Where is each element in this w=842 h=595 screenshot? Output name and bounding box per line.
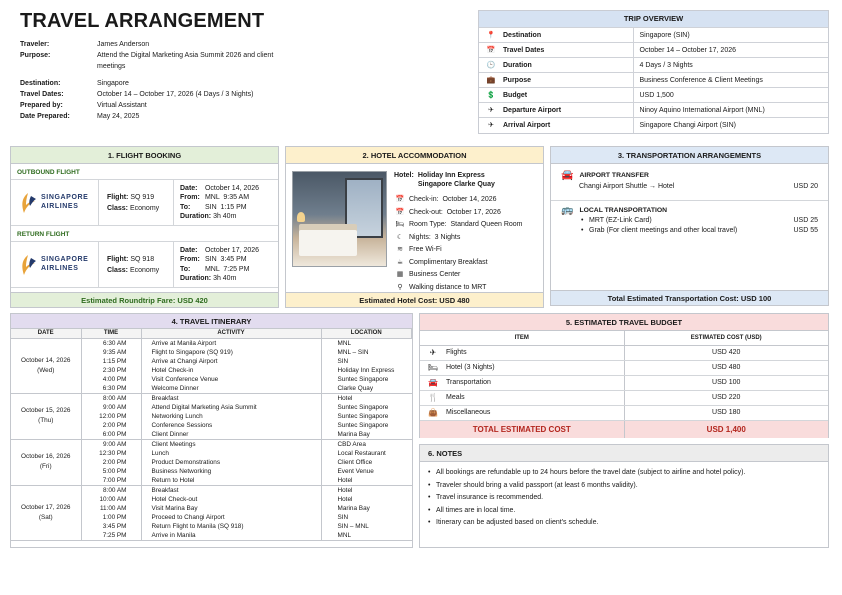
duration-label: Duration: [180,213,212,220]
itinerary-activity: Proceed to Changi Airport [141,513,321,522]
itinerary-activity: Hotel Check-in [141,366,321,375]
plane-icon: ✈ [420,345,446,360]
info-key: Date Prepared: [20,113,70,120]
flight-date: October 17, 2026 [204,246,260,254]
budget-total-label: TOTAL ESTIMATED COST [420,420,624,438]
itinerary-location: SIN – MNL [337,522,369,530]
overview-key: Travel Dates [503,43,633,58]
overview-value: USD 1,500 [633,88,828,103]
wifi-icon: ≋ [397,246,403,253]
bed-icon: 🛏 [420,360,446,375]
info-value: James Anderson [97,41,150,48]
info-value: October 14 – October 17, 2026 (4 Days / 3 Nights) [97,91,254,98]
hotel-amenity-text: Check-out: October 17, 2026 [409,208,501,216]
flight-from: SIN 3:45 PM [204,256,247,263]
itinerary-activity: Product Demonstrations [141,458,321,467]
airline-name-line1: SINGAPORE [41,256,89,263]
bag-icon: 👜 [420,405,446,420]
info-value: Virtual Assistant [97,102,147,109]
itinerary-time: 8:00 AM [81,485,141,495]
itinerary-activity: Return Flight to Manila (SQ 918) [141,522,321,531]
overview-row [479,43,828,58]
overview-value: Singapore Changi Airport (SIN) [633,118,828,133]
arrival-plane-icon: ✈ [479,118,503,133]
hotel-amenity [394,232,542,245]
overview-row [479,103,828,118]
itinerary-time: 1:00 PM [81,513,141,522]
itinerary-row [11,439,412,449]
itinerary-activity: Conference Sessions [141,421,321,430]
itinerary-location: MNL – SIN [337,348,369,356]
info-key: Prepared by: [20,102,63,109]
budget-row [420,345,828,360]
transport-title: 3. TRANSPORTATION ARRANGEMENTS [551,147,828,164]
trip-overview-title: TRIP OVERVIEW [479,11,828,27]
itinerary-time: 6:00 PM [81,430,141,440]
hotel-amenity-text: Business Center [409,271,461,278]
overview-value: October 14 – October 17, 2026 [633,43,828,58]
airport-transfer-cost: USD 20 [793,183,818,190]
flight-fare-total: Estimated Roundtrip Fare: USD 420 [11,292,278,307]
itinerary-location: SIN [337,357,349,365]
trip-overview [478,10,829,134]
itinerary-date-text: October 16, 2026 [21,453,71,460]
itinerary-header: DATE [11,329,81,338]
page-title: TRAVEL ARRANGEMENT [20,10,265,32]
local-transport-item: • MRT (EZ-Link Card) USD 25 [561,216,818,226]
overview-key: Duration [503,58,633,73]
itinerary-location: Hotel [337,486,353,494]
hotel-name: Holiday Inn Express Singapore Clarke Quay [417,172,495,188]
notes-panel [419,444,829,548]
budget-cost: USD 100 [624,375,828,390]
itinerary-time: 7:25 PM [81,531,141,541]
itinerary-location: CBD Area [337,440,366,448]
calendar-icon: 📅 [395,196,405,203]
class-label: Class: [107,204,129,212]
outbound-flight-row [11,179,278,226]
overview-row [479,58,828,73]
itinerary-location: Hotel [337,495,353,503]
itinerary-weekday: (Wed) [37,366,55,374]
itinerary-time: 6:30 AM [81,338,141,348]
budget-item: Transportation [446,375,624,390]
flight-booking-panel [10,146,279,308]
flight-number-label: Flight: [107,255,129,263]
itinerary-location: Hotel [337,394,353,402]
budget-cost: USD 220 [624,390,828,405]
return-label: RETURN FLIGHT [17,231,70,238]
itinerary-header: LOCATION [321,329,412,338]
traveler-info [20,39,300,122]
local-transport-item: • Grab (For client meetings and other local travel) USD 55 [561,226,818,236]
itinerary-location: Clarke Quay [321,384,412,394]
overview-value: Business Conference & Client Meetings [633,73,828,88]
overview-row [479,73,828,88]
itinerary-date [11,485,81,540]
hotel-room-image [292,171,387,267]
info-row [20,100,300,111]
clock-icon: 🕒 [479,58,503,73]
itinerary-date-text: October 14, 2026 [21,356,71,364]
budget-row [420,360,828,375]
airport-transfer-section [551,164,828,192]
transport-panel [550,146,829,306]
itinerary-header: TIME [81,329,141,338]
info-key: Destination: [20,80,61,87]
itinerary-location: Local Restaurant [337,449,386,457]
airline-logo [11,180,99,225]
overview-key: Purpose [503,73,633,88]
itinerary-time: 1:15 PM [81,357,141,366]
itinerary-time: 9:00 AM [81,439,141,449]
itinerary-activity: Business Networking [141,467,321,476]
budget-item: Miscellaneous [446,405,624,420]
overview-value: 4 Days / 3 Nights [633,58,828,73]
overview-key: Destination [503,28,633,43]
class-label: Class: [107,266,129,274]
duration-label: Duration: [180,275,212,282]
itinerary-weekday: (Fri) [39,463,52,470]
flight-date: October 14, 2026 [204,184,260,192]
hotel-amenity-text: Room Type: Standard Queen Room [409,221,523,228]
itinerary-activity: Networking Lunch [141,412,321,421]
itinerary-time: 2:30 PM [81,366,141,375]
budget-table [420,331,828,438]
itinerary-activity: Welcome Dinner [141,384,321,394]
overview-row [479,118,828,133]
hotel-amenity [394,269,542,282]
hotel-amenity [394,244,542,257]
itinerary-time: 5:00 PM [81,467,141,476]
hotel-title: 2. HOTEL ACCOMMODATION [286,147,543,164]
itinerary-activity: Visit Conference Venue [141,375,321,384]
itinerary-time: 12:00 PM [81,412,141,421]
info-key: Travel Dates: [20,91,64,98]
flight-to: MNL 7:25 PM [204,265,250,273]
note-item: • All bookings are refundable up to 24 hours before the travel date (subject to airline and hotel policy). [436,468,818,479]
bed-icon: 🛏 [395,221,405,228]
itinerary-time: 8:00 AM [81,393,141,403]
itinerary-location: Suntec Singapore [337,375,389,383]
flight-duration: 3h 40m [213,213,237,220]
budget-cost: USD 420 [624,345,828,360]
itinerary-location: SIN [337,513,349,521]
note-item: • Travel insurance is recommended. [436,493,818,504]
from-label: From: [180,194,200,201]
dollar-icon: 💲 [479,88,503,103]
info-value: Attend the Digital Marketing Asia Summit 2026 and client meetings [97,52,274,70]
hotel-details [394,171,542,294]
budget-cost: USD 180 [624,405,828,420]
utensils-icon: 🍴 [420,390,446,405]
itinerary-time: 12:30 PM [81,449,141,458]
car-icon: 🚘 [420,375,446,390]
location-icon: ⚲ [397,283,403,291]
itinerary-location: MNL [321,531,412,541]
hotel-cost-total: Estimated Hotel Cost: USD 480 [286,292,543,307]
itinerary-location: Client Office [337,458,373,466]
airline-logo [11,242,99,287]
info-row [20,89,300,100]
itinerary-header: ACTIVITY [141,329,321,338]
budget-row [420,405,828,420]
hotel-amenity-text: Nights: 3 Nights [409,233,461,241]
itinerary-activity: Client Dinner [141,430,321,440]
itinerary-activity: Return to Hotel [141,476,321,486]
overview-value: Ninoy Aquino International Airport (MNL) [633,103,828,118]
outbound-flight-details [99,180,174,225]
hotel-amenity [394,219,542,232]
itinerary-date [11,338,81,393]
budget-item: Meals [446,390,624,405]
itinerary-location: Suntec Singapore [337,421,389,429]
map-pin-icon: 📍 [479,28,503,43]
itinerary-row [11,485,412,495]
itinerary-activity: Lunch [141,449,321,458]
business-center-icon: ▦ [396,271,404,278]
itinerary-location: Suntec Singapore [337,403,389,411]
airport-transfer-title: AIRPORT TRANSFER [579,172,649,179]
itinerary-weekday: (Thu) [38,417,54,424]
itinerary-activity: Breakfast [141,393,321,403]
hotel-amenity [394,194,542,207]
itinerary-row [11,338,412,348]
itinerary-activity: Arrive at Changi Airport [141,357,321,366]
itinerary-time: 7:00 PM [81,476,141,486]
flight-class: Economy [129,266,160,274]
itinerary-time: 3:45 PM [81,522,141,531]
return-flight-details [99,242,174,287]
hotel-amenity [394,257,542,270]
itinerary-location: MNL [337,339,351,347]
overview-row [479,28,828,43]
itinerary-time: 6:30 PM [81,384,141,394]
budget-item: Flights [446,345,624,360]
airline-name-line2: AIRLINES [41,264,79,272]
itinerary-time: 10:00 AM [81,495,141,504]
flight-booking-title: 1. FLIGHT BOOKING [11,147,278,164]
airline-name-line2: AIRLINES [41,202,79,210]
hotel-name-label: Hotel: [394,172,414,179]
flight-number-label: Flight: [107,193,129,201]
budget-row [420,375,828,390]
overview-row [479,88,828,103]
budget-header-item: ITEM [420,331,624,345]
itinerary-location: Suntec Singapore [337,412,389,420]
info-row [20,39,300,50]
itinerary-activity: Breakfast [141,485,321,495]
flight-number: SQ 919 [130,193,155,201]
hotel-panel [285,146,544,308]
notes-title: 6. NOTES [420,445,828,462]
overview-key: Arrival Airport [503,118,633,133]
transport-cost-total: Total Estimated Transportation Cost: USD 100 [551,290,828,305]
info-key: Purpose: [20,52,51,59]
itinerary-time: 9:35 AM [81,348,141,357]
trip-overview-table [479,27,828,133]
budget-cost: USD 480 [624,360,828,375]
overview-value: Singapore (SIN) [633,28,828,43]
date-label: Date: [180,184,198,192]
date-label: Date: [180,246,198,254]
budget-title: 5. ESTIMATED TRAVEL BUDGET [420,314,828,331]
flight-from: MNL 9:35 AM [204,194,250,201]
breakfast-icon: ☕ [396,258,404,266]
itinerary-activity: Visit Marina Bay [141,504,321,513]
itinerary-weekday: (Sat) [38,513,53,521]
local-transport-section [551,203,828,236]
calendar-icon: 📅 [479,43,503,58]
info-row [20,111,300,122]
to-label: To: [180,203,191,211]
itinerary-row [11,393,412,403]
note-item: • Itinerary can be adjusted based on client's schedule. [436,518,818,529]
itinerary-date-text: October 15, 2026 [21,407,71,414]
singapore-airlines-bird-icon [19,192,37,214]
local-transport-cost: USD 55 [793,227,818,234]
itinerary-date-text: October 17, 2026 [21,503,71,511]
budget-total-row [420,420,828,438]
outbound-label: OUTBOUND FLIGHT [17,169,80,176]
calendar-icon: 📅 [395,208,405,216]
info-value: Singapore [97,80,129,87]
itinerary-title: 4. TRAVEL ITINERARY [11,314,412,329]
outbound-flight-schedule [174,180,278,225]
airline-name-line1: SINGAPORE [41,194,89,201]
itinerary-activity: Attend Digital Marketing Asia Summit [141,403,321,412]
itinerary-location: Marina Bay [321,430,412,440]
from-label: From: [180,256,200,263]
itinerary-activity: Arrive in Manila [141,531,321,541]
bus-icon: 🚌 [561,205,574,216]
notes-list [420,462,828,529]
budget-panel [419,313,829,438]
flight-class: Economy [129,204,160,212]
itinerary-location: Hotel [321,476,412,486]
to-label: To: [180,265,191,273]
overview-key: Departure Airport [503,103,633,118]
car-icon: 🚘 [561,170,574,181]
airport-transfer-item: Changi Airport Shuttle → Hotel [579,183,675,190]
itinerary-time: 2:00 PM [81,421,141,430]
info-row [20,50,300,72]
itinerary-location: Holiday Inn Express [337,366,395,374]
itinerary-time: 4:00 PM [81,375,141,384]
info-key: Traveler: [20,41,50,48]
itinerary-time: 2:00 PM [81,458,141,467]
note-item: • All times are in local time. [436,506,818,517]
budget-total-value: USD 1,400 [624,420,828,438]
itinerary-activity: Client Meetings [141,439,321,449]
hotel-amenity-text: Check-in: October 14, 2026 [409,196,497,203]
note-item: • Traveler should bring a valid passport (at least 6 months validity). [436,481,818,492]
itinerary-table [11,329,412,541]
hotel-amenity-text: Walking distance to MRT [409,283,487,291]
itinerary-activity: Hotel Check-out [141,495,321,504]
moon-icon: ☾ [396,233,404,241]
briefcase-icon: 💼 [479,73,503,88]
budget-row [420,390,828,405]
itinerary-location: Marina Bay [337,504,370,512]
local-transport-title: LOCAL TRANSPORTATION [579,207,668,214]
info-row [20,78,300,89]
return-flight-schedule [174,242,278,287]
hotel-amenity-text: Free Wi-Fi [409,246,442,253]
itinerary-date [11,439,81,485]
flight-number: SQ 918 [130,255,155,263]
itinerary-date [11,393,81,439]
budget-header-cost: ESTIMATED COST (USD) [624,331,828,345]
itinerary-location: Event Venue [337,467,374,475]
flight-to: SIN 1:15 PM [204,203,247,211]
itinerary-activity: Flight to Singapore (SQ 919) [141,348,321,357]
budget-item: Hotel (3 Nights) [446,360,624,375]
itinerary-time: 11:00 AM [81,504,141,513]
hotel-amenity [394,207,542,220]
singapore-airlines-bird-icon [19,254,37,276]
local-transport-cost: USD 25 [793,217,818,224]
itinerary-time: 9:00 AM [81,403,141,412]
return-flight-row [11,241,278,288]
flight-duration: 3h 40m [213,275,237,282]
itinerary-activity: Arrive at Manila Airport [141,338,321,348]
overview-key: Budget [503,88,633,103]
hotel-amenity-text: Complimentary Breakfast [409,258,488,266]
itinerary-panel [10,313,413,548]
departure-plane-icon: ✈ [479,103,503,118]
info-value: May 24, 2025 [97,113,140,120]
